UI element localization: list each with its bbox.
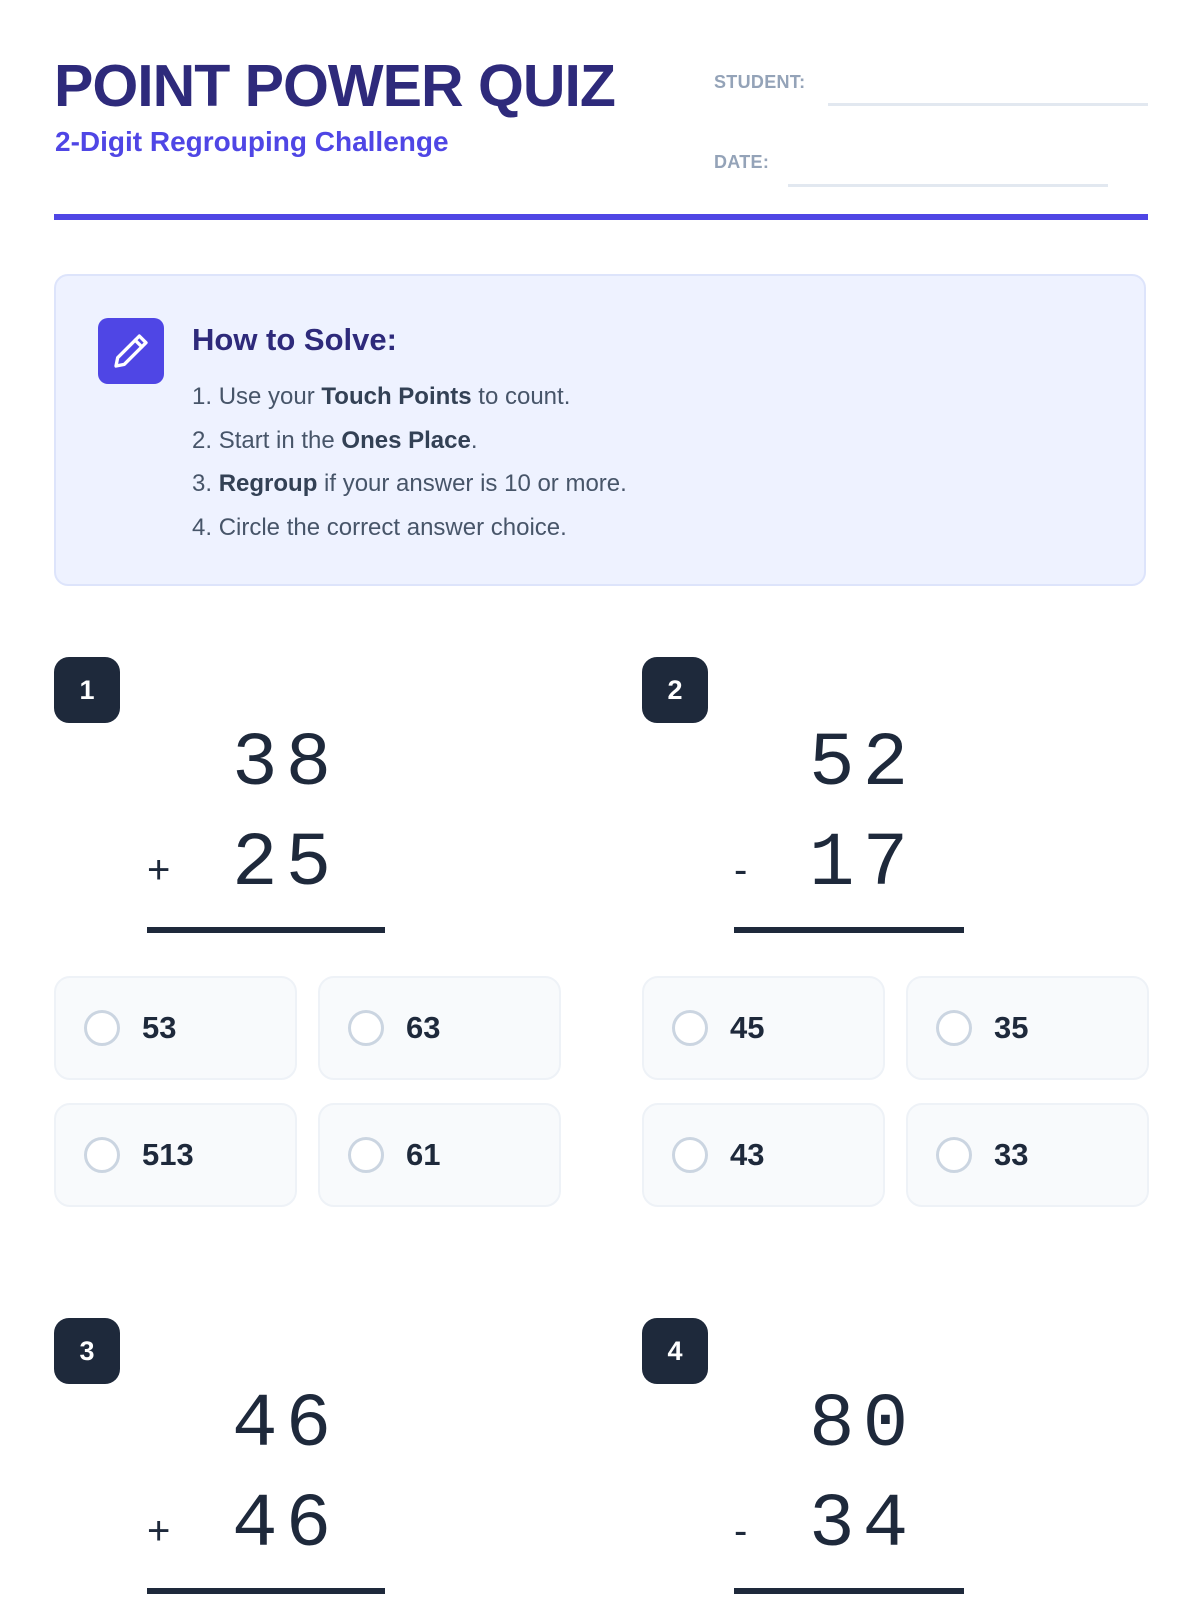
instructions-steps	[192, 375, 627, 549]
instruction-step: 2. Start in the Ones Place.	[192, 426, 478, 454]
radio-button[interactable]	[672, 1010, 708, 1046]
radio-button[interactable]	[348, 1137, 384, 1173]
question-number-badge: 4	[642, 1318, 708, 1384]
radio-button[interactable]	[84, 1137, 120, 1173]
radio-button[interactable]	[84, 1010, 120, 1046]
operator-sign: -	[734, 1509, 748, 1553]
answer-choice[interactable]: 35	[906, 976, 1149, 1080]
answer-line	[147, 927, 385, 933]
question-number-badge: 2	[642, 657, 708, 723]
top-number: 38	[232, 721, 340, 807]
radio-button[interactable]	[348, 1010, 384, 1046]
radio-button[interactable]	[936, 1137, 972, 1173]
bottom-number: 25	[232, 821, 340, 907]
top-number: 52	[809, 721, 917, 807]
answer-choice[interactable]: 513	[54, 1103, 297, 1207]
top-number: 80	[809, 1382, 917, 1468]
instruction-step: 4. Circle the correct answer choice.	[192, 513, 567, 541]
answer-choice[interactable]: 63	[318, 976, 561, 1080]
answer-line	[147, 1588, 385, 1594]
student-name-field[interactable]	[828, 103, 1148, 106]
radio-button[interactable]	[672, 1137, 708, 1173]
date-field[interactable]	[788, 184, 1108, 187]
pencil-icon	[98, 318, 164, 384]
question-number-badge: 3	[54, 1318, 120, 1384]
instruction-step: 3. Regroup if your answer is 10 or more.	[192, 470, 627, 497]
instructions-panel	[54, 274, 1146, 586]
answer-choice[interactable]: 53	[54, 976, 297, 1080]
quiz-subtitle: 2-Digit Regrouping Challenge	[55, 126, 449, 157]
answer-line	[734, 1588, 964, 1594]
header-divider	[54, 214, 1148, 220]
bottom-number: 34	[809, 1482, 917, 1568]
instructions-heading: How to Solve:	[192, 322, 397, 357]
question-number-badge: 1	[54, 657, 120, 723]
bottom-number: 17	[809, 821, 917, 907]
student-label: STUDENT:	[714, 72, 806, 92]
answer-choice[interactable]: 45	[642, 976, 885, 1080]
bottom-number: 46	[232, 1482, 340, 1568]
answer-line	[734, 927, 964, 933]
answer-choice[interactable]: 33	[906, 1103, 1149, 1207]
operator-sign: +	[147, 1509, 171, 1553]
quiz-title: POINT POWER QUIZ	[54, 53, 615, 119]
instruction-step: 1. Use your Touch Points to count.	[192, 383, 571, 410]
top-number: 46	[232, 1382, 340, 1468]
radio-button[interactable]	[936, 1010, 972, 1046]
answer-choice[interactable]: 43	[642, 1103, 885, 1207]
date-label: DATE:	[714, 152, 770, 172]
operator-sign: -	[734, 848, 748, 892]
answer-choice[interactable]: 61	[318, 1103, 561, 1207]
operator-sign: +	[147, 848, 171, 892]
